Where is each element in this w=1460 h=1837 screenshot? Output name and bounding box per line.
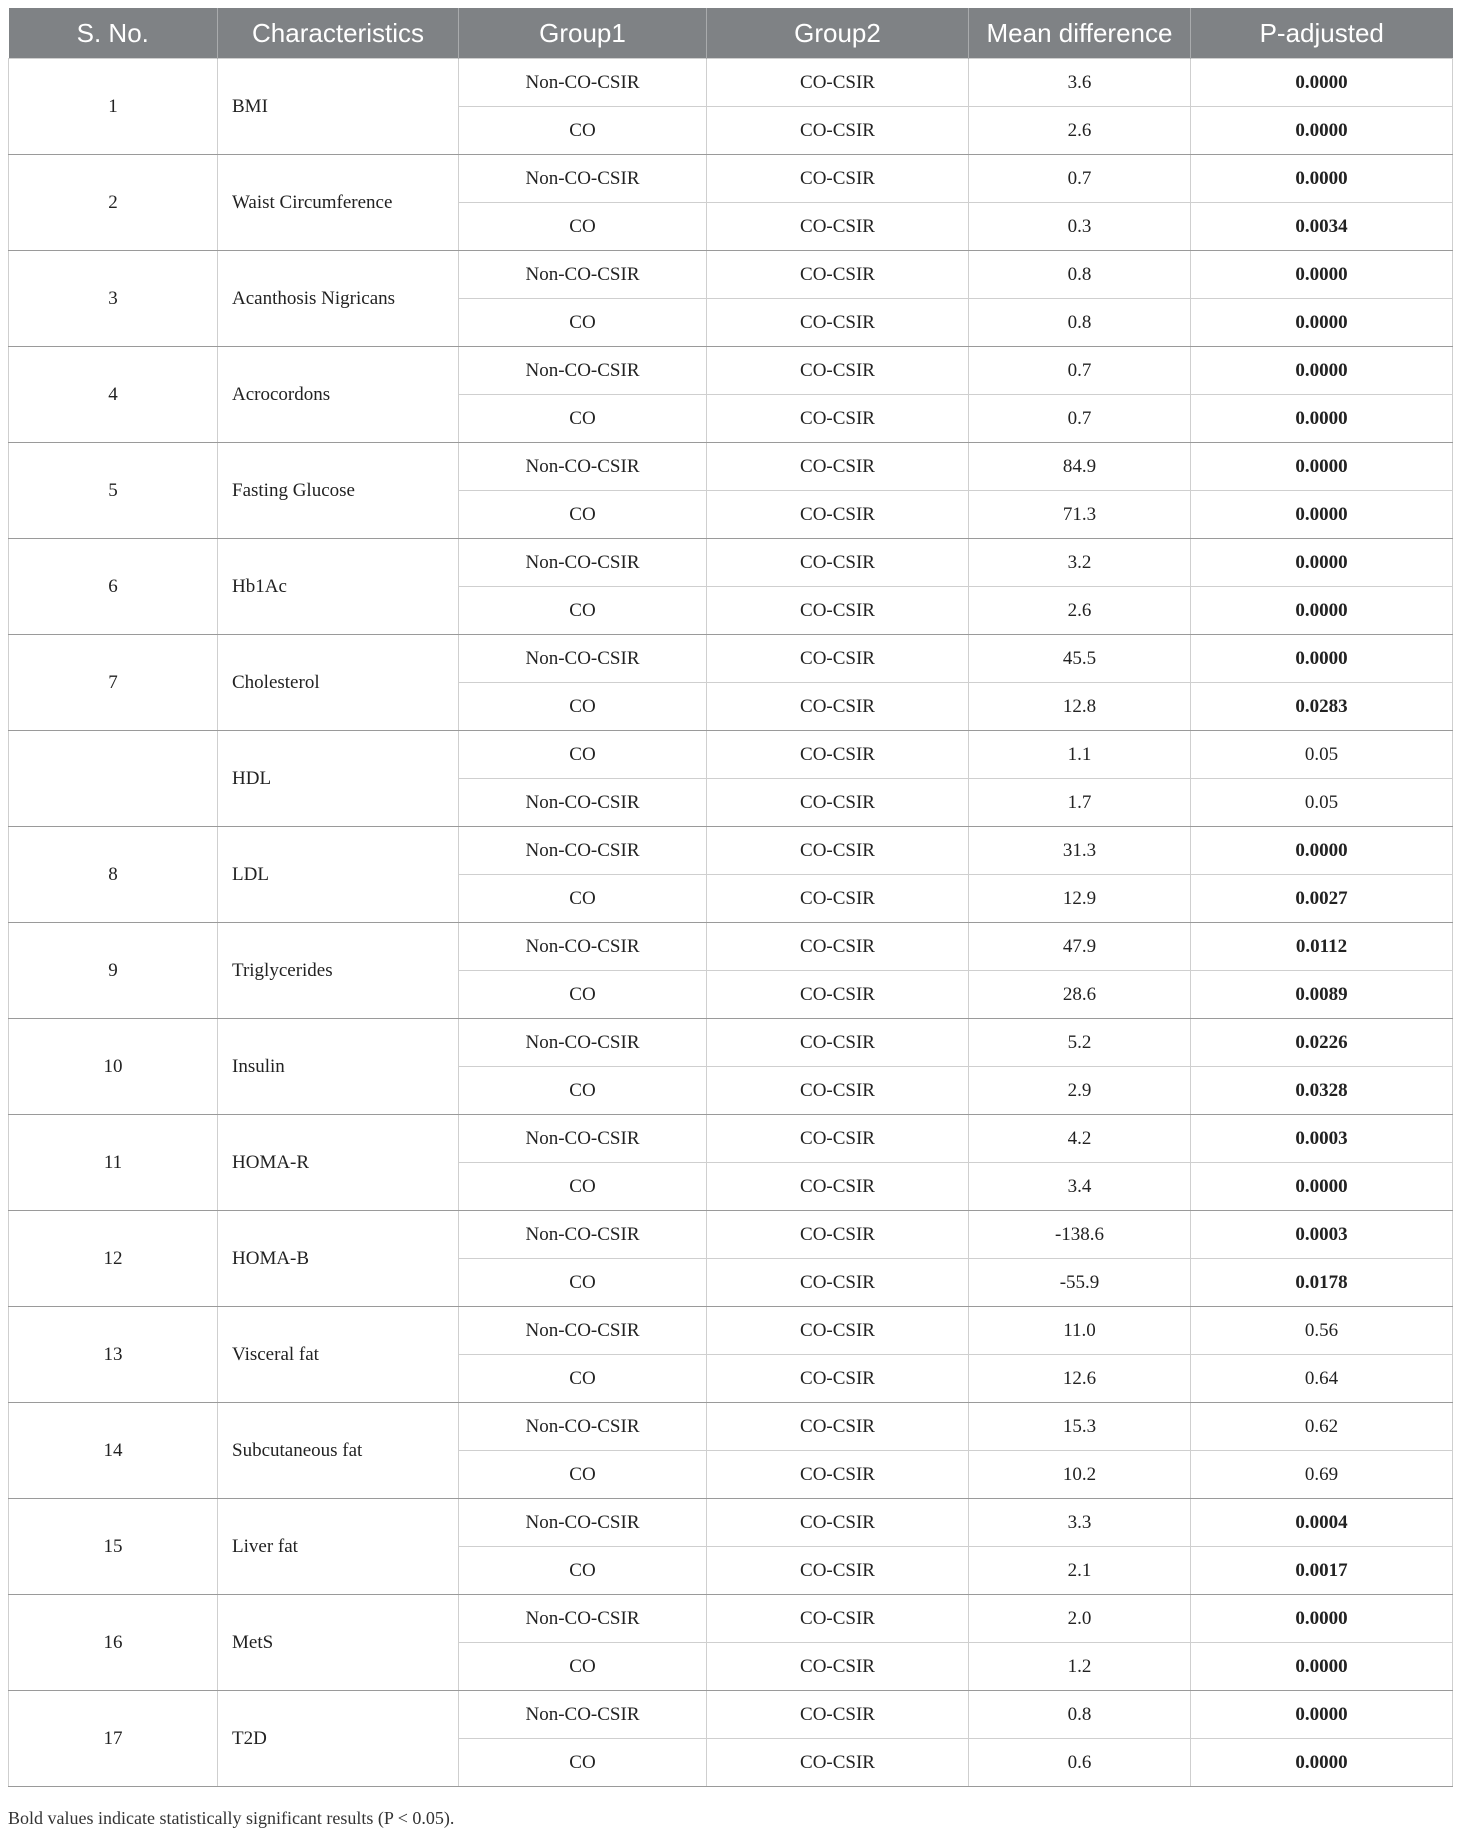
cell-group1: CO: [459, 683, 707, 731]
cell-group1: CO: [459, 107, 707, 155]
cell-p-adjusted: 0.64: [1191, 1355, 1453, 1403]
cell-group2: CO-CSIR: [707, 971, 969, 1019]
cell-group1: CO: [459, 299, 707, 347]
cell-group2: CO-CSIR: [707, 1115, 969, 1163]
cell-sno: 12: [9, 1211, 218, 1307]
cell-mean-difference: 15.3: [969, 1403, 1191, 1451]
table-row: [9, 251, 1453, 299]
cell-characteristic: BMI: [218, 59, 459, 155]
cell-sno: 6: [9, 539, 218, 635]
cell-mean-difference: 3.4: [969, 1163, 1191, 1211]
cell-group2: CO-CSIR: [707, 1499, 969, 1547]
cell-sno: 1: [9, 59, 218, 155]
cell-p-adjusted: 0.0003: [1191, 1211, 1453, 1259]
cell-mean-difference: -138.6: [969, 1211, 1191, 1259]
cell-p-adjusted: 0.0003: [1191, 1115, 1453, 1163]
cell-p-adjusted: 0.0000: [1191, 299, 1453, 347]
header-row: [9, 8, 1453, 59]
table-row: [9, 539, 1453, 587]
header-group1: Group1: [459, 8, 707, 59]
cell-p-adjusted: 0.62: [1191, 1403, 1453, 1451]
cell-group2: CO-CSIR: [707, 347, 969, 395]
cell-p-adjusted: 0.0000: [1191, 251, 1453, 299]
cell-p-adjusted: 0.0000: [1191, 1739, 1453, 1787]
cell-mean-difference: 71.3: [969, 491, 1191, 539]
table-row: [9, 1499, 1453, 1547]
cell-mean-difference: 0.6: [969, 1739, 1191, 1787]
cell-group2: CO-CSIR: [707, 875, 969, 923]
cell-mean-difference: 3.6: [969, 59, 1191, 107]
results-table: [8, 8, 1453, 1787]
cell-characteristic: T2D: [218, 1691, 459, 1787]
cell-group2: CO-CSIR: [707, 827, 969, 875]
cell-p-adjusted: 0.0034: [1191, 203, 1453, 251]
cell-p-adjusted: 0.0328: [1191, 1067, 1453, 1115]
cell-group2: CO-CSIR: [707, 779, 969, 827]
cell-group1: Non-CO-CSIR: [459, 347, 707, 395]
cell-p-adjusted: 0.0283: [1191, 683, 1453, 731]
cell-group2: CO-CSIR: [707, 539, 969, 587]
cell-group2: CO-CSIR: [707, 731, 969, 779]
cell-group1: Non-CO-CSIR: [459, 635, 707, 683]
cell-p-adjusted: 0.0000: [1191, 827, 1453, 875]
cell-sno: 5: [9, 443, 218, 539]
cell-group2: CO-CSIR: [707, 1739, 969, 1787]
cell-group1: Non-CO-CSIR: [459, 1115, 707, 1163]
cell-sno: 16: [9, 1595, 218, 1691]
cell-group2: CO-CSIR: [707, 587, 969, 635]
cell-group2: CO-CSIR: [707, 1259, 969, 1307]
cell-sno: 10: [9, 1019, 218, 1115]
cell-characteristic: Visceral fat: [218, 1307, 459, 1403]
table-footnote: Bold values indicate statistically significant results (P < 0.05).: [8, 1808, 455, 1828]
cell-characteristic: Liver fat: [218, 1499, 459, 1595]
cell-characteristic: Fasting Glucose: [218, 443, 459, 539]
cell-group2: CO-CSIR: [707, 1163, 969, 1211]
cell-p-adjusted: 0.05: [1191, 731, 1453, 779]
cell-group1: CO: [459, 587, 707, 635]
cell-p-adjusted: 0.0000: [1191, 107, 1453, 155]
cell-characteristic: Cholesterol: [218, 635, 459, 731]
cell-group1: CO: [459, 1643, 707, 1691]
cell-mean-difference: 0.7: [969, 155, 1191, 203]
cell-group1: CO: [459, 1451, 707, 1499]
cell-sno: 14: [9, 1403, 218, 1499]
cell-mean-difference: 1.1: [969, 731, 1191, 779]
table-row: [9, 443, 1453, 491]
cell-group2: CO-CSIR: [707, 1307, 969, 1355]
cell-p-adjusted: 0.0017: [1191, 1547, 1453, 1595]
cell-mean-difference: 4.2: [969, 1115, 1191, 1163]
table-row: [9, 923, 1453, 971]
table-row: [9, 731, 1453, 779]
cell-group2: CO-CSIR: [707, 1019, 969, 1067]
cell-group2: CO-CSIR: [707, 1547, 969, 1595]
cell-sno: 15: [9, 1499, 218, 1595]
cell-group1: Non-CO-CSIR: [459, 923, 707, 971]
cell-mean-difference: 12.6: [969, 1355, 1191, 1403]
cell-p-adjusted: 0.0000: [1191, 587, 1453, 635]
cell-mean-difference: 0.8: [969, 299, 1191, 347]
cell-group2: CO-CSIR: [707, 1211, 969, 1259]
header-p-adjusted: P-adjusted: [1191, 8, 1453, 59]
cell-characteristic: Acanthosis Nigricans: [218, 251, 459, 347]
cell-mean-difference: 45.5: [969, 635, 1191, 683]
table-row: [9, 1019, 1453, 1067]
cell-group2: CO-CSIR: [707, 1691, 969, 1739]
cell-sno: 4: [9, 347, 218, 443]
cell-sno: 11: [9, 1115, 218, 1211]
cell-characteristic: Triglycerides: [218, 923, 459, 1019]
cell-group2: CO-CSIR: [707, 491, 969, 539]
cell-group2: CO-CSIR: [707, 59, 969, 107]
cell-p-adjusted: 0.05: [1191, 779, 1453, 827]
table-row: [9, 1115, 1453, 1163]
cell-mean-difference: 2.1: [969, 1547, 1191, 1595]
cell-group1: CO: [459, 1163, 707, 1211]
table-header: [9, 8, 1453, 59]
cell-mean-difference: 31.3: [969, 827, 1191, 875]
cell-group1: CO: [459, 1355, 707, 1403]
cell-group2: CO-CSIR: [707, 1403, 969, 1451]
cell-group1: CO: [459, 1067, 707, 1115]
cell-group2: CO-CSIR: [707, 107, 969, 155]
cell-p-adjusted: 0.0000: [1191, 347, 1453, 395]
header-characteristics: Characteristics: [218, 8, 459, 59]
cell-mean-difference: 0.7: [969, 395, 1191, 443]
cell-characteristic: Waist Circumference: [218, 155, 459, 251]
cell-group1: Non-CO-CSIR: [459, 1691, 707, 1739]
cell-mean-difference: 5.2: [969, 1019, 1191, 1067]
cell-p-adjusted: 0.0000: [1191, 155, 1453, 203]
cell-group1: Non-CO-CSIR: [459, 1595, 707, 1643]
cell-p-adjusted: 0.0000: [1191, 59, 1453, 107]
table-row: [9, 827, 1453, 875]
cell-group2: CO-CSIR: [707, 155, 969, 203]
cell-mean-difference: 0.8: [969, 1691, 1191, 1739]
cell-group2: CO-CSIR: [707, 395, 969, 443]
cell-group1: CO: [459, 491, 707, 539]
cell-p-adjusted: 0.0089: [1191, 971, 1453, 1019]
cell-group1: Non-CO-CSIR: [459, 1019, 707, 1067]
table-row: [9, 1211, 1453, 1259]
cell-mean-difference: 84.9: [969, 443, 1191, 491]
cell-group2: CO-CSIR: [707, 683, 969, 731]
cell-group2: CO-CSIR: [707, 1643, 969, 1691]
header-group2: Group2: [707, 8, 969, 59]
cell-p-adjusted: 0.0112: [1191, 923, 1453, 971]
cell-mean-difference: 2.6: [969, 587, 1191, 635]
cell-group2: CO-CSIR: [707, 203, 969, 251]
cell-p-adjusted: 0.0027: [1191, 875, 1453, 923]
cell-mean-difference: 28.6: [969, 971, 1191, 1019]
cell-sno: 13: [9, 1307, 218, 1403]
cell-p-adjusted: 0.56: [1191, 1307, 1453, 1355]
cell-mean-difference: 3.2: [969, 539, 1191, 587]
cell-sno: 7: [9, 635, 218, 731]
cell-p-adjusted: 0.0178: [1191, 1259, 1453, 1307]
cell-p-adjusted: 0.0000: [1191, 1691, 1453, 1739]
cell-mean-difference: 0.3: [969, 203, 1191, 251]
cell-group1: CO: [459, 1547, 707, 1595]
cell-group1: CO: [459, 203, 707, 251]
cell-group2: CO-CSIR: [707, 251, 969, 299]
cell-characteristic: Subcutaneous fat: [218, 1403, 459, 1499]
cell-p-adjusted: 0.0000: [1191, 539, 1453, 587]
table-row: [9, 1691, 1453, 1739]
cell-group1: Non-CO-CSIR: [459, 1211, 707, 1259]
cell-group2: CO-CSIR: [707, 1067, 969, 1115]
table-row: [9, 1595, 1453, 1643]
cell-group2: CO-CSIR: [707, 443, 969, 491]
cell-group1: CO: [459, 1259, 707, 1307]
cell-sno: 17: [9, 1691, 218, 1787]
header-mean-difference: Mean difference: [969, 8, 1191, 59]
cell-group1: Non-CO-CSIR: [459, 443, 707, 491]
cell-group2: CO-CSIR: [707, 1595, 969, 1643]
cell-sno: 2: [9, 155, 218, 251]
cell-characteristic: MetS: [218, 1595, 459, 1691]
cell-mean-difference: 2.6: [969, 107, 1191, 155]
cell-mean-difference: 12.8: [969, 683, 1191, 731]
cell-p-adjusted: 0.0000: [1191, 1643, 1453, 1691]
cell-p-adjusted: 0.0000: [1191, 443, 1453, 491]
cell-sno: 9: [9, 923, 218, 1019]
cell-group1: CO: [459, 395, 707, 443]
table-body: [9, 59, 1453, 1787]
cell-mean-difference: 2.0: [969, 1595, 1191, 1643]
cell-characteristic: HDL: [218, 731, 459, 827]
cell-characteristic: HOMA-B: [218, 1211, 459, 1307]
cell-group1: Non-CO-CSIR: [459, 827, 707, 875]
cell-group1: Non-CO-CSIR: [459, 1499, 707, 1547]
header-sno: S. No.: [9, 8, 218, 59]
cell-p-adjusted: 0.0004: [1191, 1499, 1453, 1547]
cell-mean-difference: -55.9: [969, 1259, 1191, 1307]
cell-p-adjusted: 0.0000: [1191, 635, 1453, 683]
cell-mean-difference: 0.7: [969, 347, 1191, 395]
cell-p-adjusted: 0.0000: [1191, 1163, 1453, 1211]
cell-mean-difference: 3.3: [969, 1499, 1191, 1547]
cell-group2: CO-CSIR: [707, 299, 969, 347]
cell-p-adjusted: 0.0000: [1191, 395, 1453, 443]
cell-sno: 8: [9, 827, 218, 923]
cell-mean-difference: 1.7: [969, 779, 1191, 827]
table-row: [9, 59, 1453, 107]
cell-group1: CO: [459, 1739, 707, 1787]
cell-group1: CO: [459, 971, 707, 1019]
cell-characteristic: HOMA-R: [218, 1115, 459, 1211]
cell-group2: CO-CSIR: [707, 635, 969, 683]
cell-group1: Non-CO-CSIR: [459, 1307, 707, 1355]
cell-mean-difference: 10.2: [969, 1451, 1191, 1499]
cell-group1: CO: [459, 731, 707, 779]
cell-group1: Non-CO-CSIR: [459, 251, 707, 299]
cell-group2: CO-CSIR: [707, 1451, 969, 1499]
table-row: [9, 155, 1453, 203]
cell-p-adjusted: 0.0226: [1191, 1019, 1453, 1067]
cell-mean-difference: 0.8: [969, 251, 1191, 299]
cell-group1: Non-CO-CSIR: [459, 779, 707, 827]
cell-mean-difference: 47.9: [969, 923, 1191, 971]
table-row: [9, 635, 1453, 683]
cell-mean-difference: 2.9: [969, 1067, 1191, 1115]
cell-characteristic: Acrocordons: [218, 347, 459, 443]
cell-p-adjusted: 0.0000: [1191, 1595, 1453, 1643]
cell-group2: CO-CSIR: [707, 1355, 969, 1403]
cell-characteristic: LDL: [218, 827, 459, 923]
cell-p-adjusted: 0.0000: [1191, 491, 1453, 539]
cell-sno: [9, 731, 218, 827]
cell-group1: Non-CO-CSIR: [459, 539, 707, 587]
cell-mean-difference: 12.9: [969, 875, 1191, 923]
cell-group2: CO-CSIR: [707, 923, 969, 971]
table-row: [9, 347, 1453, 395]
table-row: [9, 1403, 1453, 1451]
cell-mean-difference: 1.2: [969, 1643, 1191, 1691]
table-row: [9, 1307, 1453, 1355]
cell-mean-difference: 11.0: [969, 1307, 1191, 1355]
cell-characteristic: Hb1Ac: [218, 539, 459, 635]
results-table-container: [8, 8, 1452, 1787]
cell-group1: Non-CO-CSIR: [459, 1403, 707, 1451]
cell-characteristic: Insulin: [218, 1019, 459, 1115]
cell-sno: 3: [9, 251, 218, 347]
cell-group1: CO: [459, 875, 707, 923]
cell-p-adjusted: 0.69: [1191, 1451, 1453, 1499]
cell-group1: Non-CO-CSIR: [459, 155, 707, 203]
cell-group1: Non-CO-CSIR: [459, 59, 707, 107]
